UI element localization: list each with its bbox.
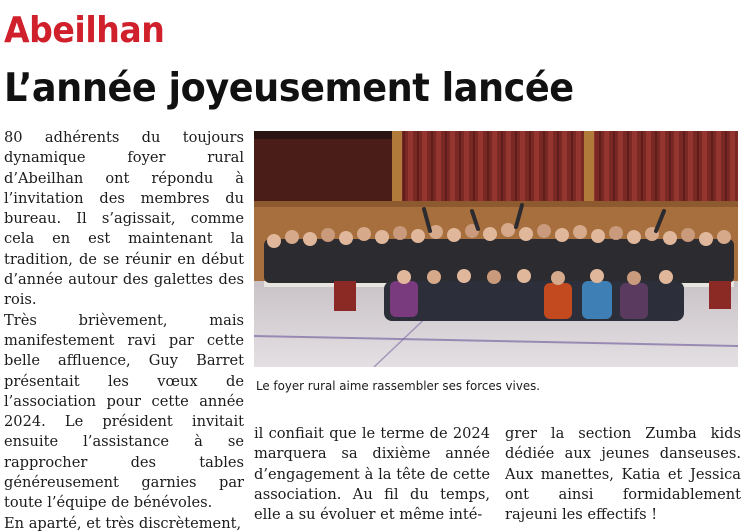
- article-headline: L’année joyeusement lancée: [4, 66, 574, 111]
- photo-caption: Le foyer rural aime rassembler ses forces vives.: [256, 378, 541, 393]
- article-kicker: Abeilhan: [4, 10, 165, 51]
- article-column-3: [505, 424, 741, 525]
- article-column-1: [4, 128, 244, 532]
- paragraph: Très brièvement, mais manifestement ravi par cette belle affluence, Guy Barret présentait les vœux de l’association pour cette année 2024. Le président invitait ensuite l’assistance à se rapprocher des tables généreusement garnies par toute l’équipe de bénévoles.: [4, 311, 244, 512]
- paragraph: 80 adhérents du toujours dynamique foyer rural d’Abeilhan ont répondu à l’invitation des membres du bureau. Il s’agissait, comme cela en est maintenant la tradition, de se réunir en début d’année autour des galettes des rois.: [4, 129, 244, 309]
- article-photo: [254, 131, 738, 367]
- paragraph: il confiait que le terme de 2024 marquera sa dixième année d’engagement à la tête de cette association. Au fil du temps, elle a su évoluer et même inté-: [254, 425, 490, 524]
- paragraph: En aparté, et très discrètement,: [4, 514, 242, 532]
- article-column-2: [254, 424, 490, 525]
- group-photo-illustration: [254, 131, 738, 367]
- paragraph: grer la section Zumba kids dédiée aux jeunes danseuses. Aux manettes, Katia et Jessica ont ainsi formidablement rajeuni les effectifs !: [505, 425, 741, 524]
